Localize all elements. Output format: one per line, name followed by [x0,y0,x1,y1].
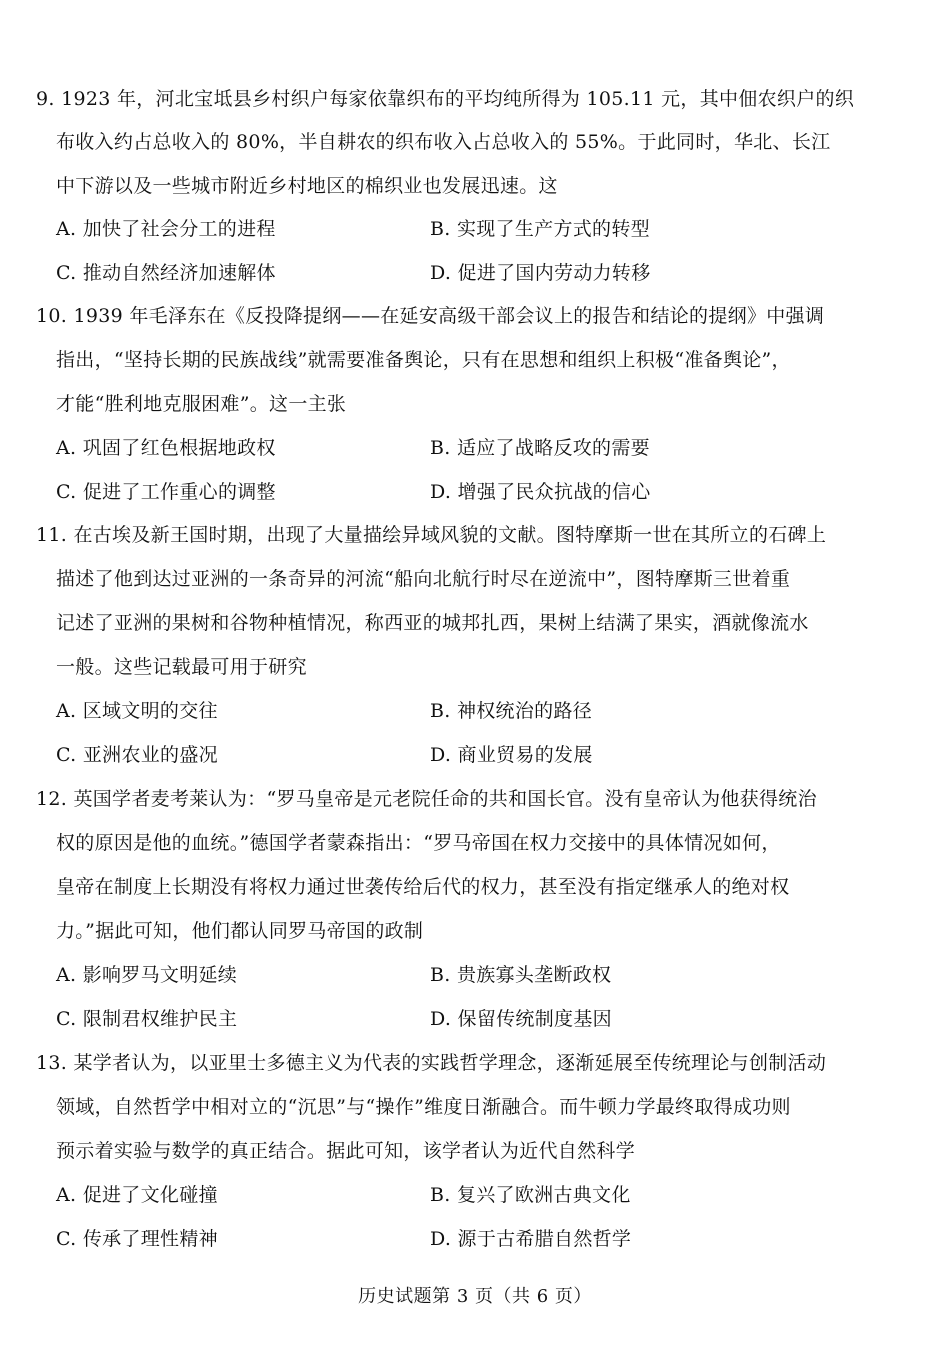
question-12-line-2: 权的原因是他的血统。”德国学者蒙森指出：“罗马帝国在权力交接中的具体情况如何， [56,832,781,854]
question-10-line-2: 指出，“坚持长期的民族战线”就需要准备舆论，只有在思想和组织上积极“准备舆论”， [56,349,791,371]
question-9-option-c: C. 推动自然经济加速解体 [56,262,276,284]
question-11-option-d: D. 商业贸易的发展 [430,744,593,766]
question-13-option-d: D. 源于古希腊自然哲学 [430,1228,632,1250]
question-11-option-c: C. 亚洲农业的盛况 [56,744,218,766]
question-13-option-a: A. 促进了文化碰撞 [56,1184,218,1206]
question-12-option-b: B. 贵族寡头垄断政权 [430,964,612,986]
question-12-line-1: 12. 英国学者麦考莱认为：“罗马皇帝是元老院任命的共和国长官。没有皇帝认为他获得统治 [36,788,817,810]
question-9-option-b: B. 实现了生产方式的转型 [430,218,650,240]
question-13-line-3: 预示着实验与数学的真正结合。据此可知，该学者认为近代自然科学 [56,1140,636,1162]
question-12-option-a: A. 影响罗马文明延续 [56,964,238,986]
question-13-option-b: B. 复兴了欧洲古典文化 [430,1184,631,1206]
question-12-line-3: 皇帝在制度上长期没有将权力通过世袭传给后代的权力，甚至没有指定继承人的绝对权 [56,876,790,898]
question-11-option-b: B. 神权统治的路径 [430,700,593,722]
question-9-option-d: D. 促进了国内劳动力转移 [430,262,651,284]
question-13-line-1: 13. 某学者认为，以亚里士多德主义为代表的实践哲学理念，逐渐延展至传统理论与创制活动 [36,1052,827,1074]
question-9-line-3: 中下游以及一些城市附近乡村地区的棉织业也发展迅速。这 [56,175,558,197]
question-11-option-a: A. 区域文明的交往 [56,700,218,722]
question-9-option-a: A. 加快了社会分工的进程 [56,218,276,240]
question-10-option-c: C. 促进了工作重心的调整 [56,481,276,503]
question-10-option-d: D. 增强了民众抗战的信心 [430,481,651,503]
question-11-line-2: 描述了他到达过亚洲的一条奇异的河流“船向北航行时尽在逆流中”，图特摩斯三世着重 [56,568,791,590]
question-9-line-1: 9. 1923 年，河北宝坻县乡村织户每家依靠织布的平均纯所得为 105.11 元，其中佃农织户的织 [36,88,855,110]
question-9-line-2: 布收入约占总收入的 80%，半自耕农的织布收入占总收入的 55%。于此同时，华北、长江 [56,131,831,153]
question-12-option-c: C. 限制君权维护民主 [56,1008,238,1030]
question-10-option-b: B. 适应了战略反攻的需要 [430,437,650,459]
question-12-option-d: D. 保留传统制度基因 [430,1008,612,1030]
question-10-line-3: 才能“胜利地克服困难”。这一主张 [56,393,347,415]
question-11-line-1: 11. 在古埃及新王国时期，出现了大量描绘异域风貌的文献。图特摩斯一世在其所立的石碑上 [36,524,827,546]
question-11-line-3: 记述了亚洲的果树和谷物种植情况，称西亚的城邦扎西，果树上结满了果实，酒就像流水 [56,612,809,634]
question-12-line-4: 力。”据此可知，他们都认同罗马帝国的政制 [56,920,424,942]
question-10-line-1: 10. 1939 年毛泽东在《反投降提纲——在延安高级干部会议上的报告和结论的提纲》中强调 [36,305,825,327]
question-13-option-c: C. 传承了理性精神 [56,1228,218,1250]
question-10-option-a: A. 巩固了红色根据地政权 [56,437,276,459]
question-11-line-4: 一般。这些记载最可用于研究 [56,656,307,678]
page-footer: 历史试题第 3 页（共 6 页） [358,1286,592,1307]
question-13-line-2: 领域，自然哲学中相对立的“沉思”与“操作”维度日渐融合。而牛顿力学最终取得成功则 [56,1096,791,1118]
